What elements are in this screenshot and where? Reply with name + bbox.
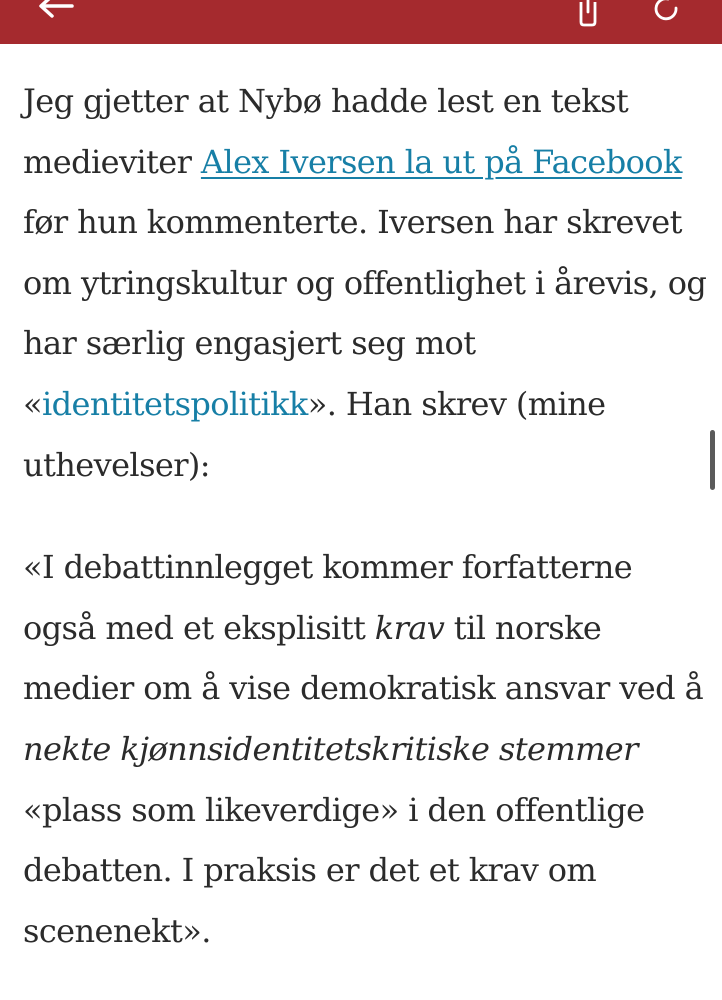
article-paragraph [23, 71, 713, 495]
back-arrow-icon[interactable] [36, 0, 76, 26]
reload-icon[interactable] [648, 0, 684, 30]
facebook-post-link[interactable]: Alex Iversen la ut på Facebook [200, 142, 682, 181]
paragraph-text: ». Han skrev (mine uthevelser): [23, 384, 606, 484]
scrollbar[interactable] [710, 430, 715, 490]
quote-text: til norske medier om å vise demokratisk ansvar ved å [23, 608, 704, 708]
quote-emphasis: krav [374, 608, 445, 647]
share-icon[interactable] [570, 0, 606, 30]
quote-text: «I debattinnlegget kommer forfatterne også med et eksplisitt [23, 548, 633, 647]
article-body [23, 71, 713, 961]
top-toolbar [0, 0, 722, 44]
quote-emphasis: nekte kjønnsidentitetskritiske stemmer [23, 729, 638, 768]
quote-text: «plass som likeverdige» i den offentlige debatten. I praksis er det et krav om scenenekt». [23, 790, 645, 950]
quote-paragraph [23, 537, 713, 961]
paragraph-text: før hun kommenterte. Iversen har skrevet om ytringskultur og offentlighet i årevis, og har særlig engasjert seg mot « [23, 203, 707, 423]
identity-politics-tag-link[interactable]: identitetspolitikk [41, 384, 308, 423]
paragraph-text: Jeg gjetter at Nybø hadde lest en tekst medieviter [23, 82, 629, 181]
